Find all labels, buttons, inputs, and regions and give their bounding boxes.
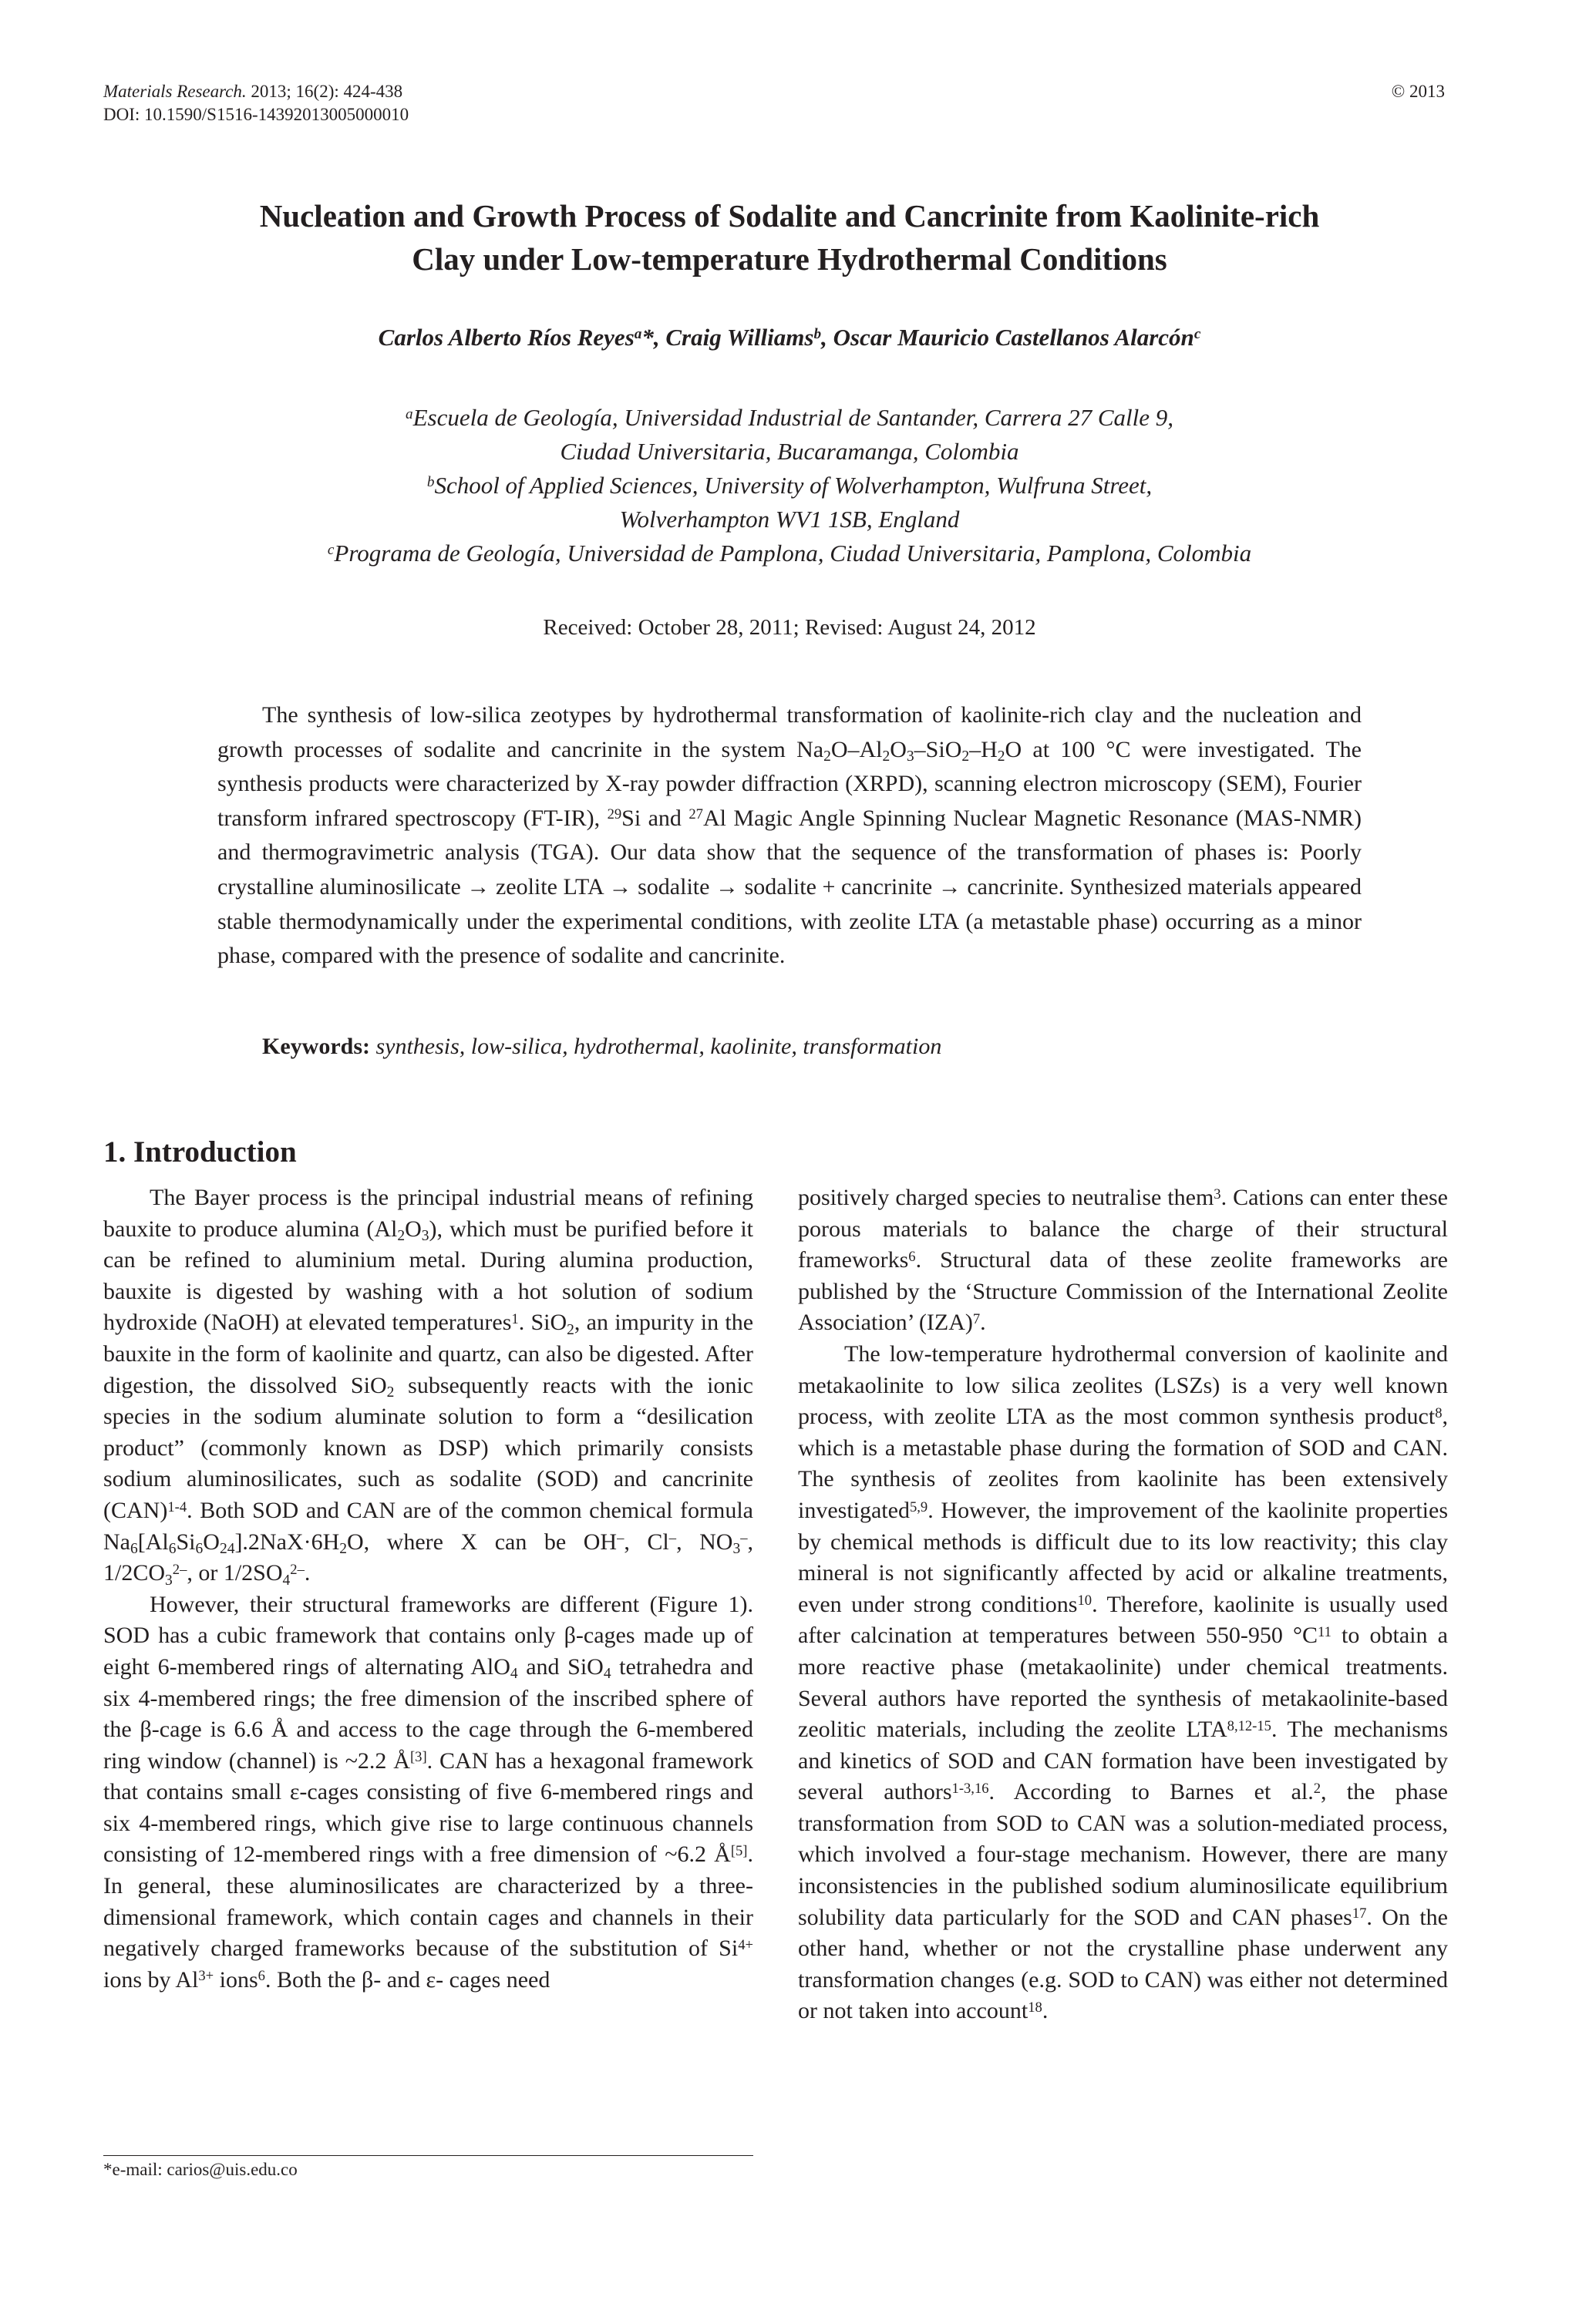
author-name: Craig Williams — [665, 324, 814, 351]
citation-ref[interactable]: 5,9 — [909, 1498, 928, 1515]
affiliation-a-cont: Ciudad Universitaria, Bucaramanga, Colombia — [560, 438, 1019, 465]
citation-ref[interactable]: 7 — [972, 1311, 981, 1328]
citation-ref[interactable]: 1-4 — [167, 1498, 187, 1515]
affiliations — [77, 401, 1502, 570]
citation-ref[interactable]: 6 — [908, 1248, 916, 1265]
affiliation-a: $^a$Escuela de Geología, Universidad Industrial de Santander, Carrera 27 Calle 9, — [405, 404, 1174, 431]
citation-ref[interactable]: 3 — [1214, 1186, 1221, 1202]
corresponding-author-footnote[interactable]: *e-mail: carios@uis.edu.co — [103, 2160, 298, 2179]
paragraph: The Bayer process is the principal industrial means of refining bauxite to produce alumina $(Al_2O_3)$, which must be purified before it can be refined to aluminium metal. During alumina production, bauxite is digested by washing with a hot solution of sodium hydroxide (NaOH) at elevated temperatures$^1$. SiO$_2$, an impurity in the bauxite in the form of kaolinite and quartz, can also be digested. After digestion, the dissolved SiO$_2$ subsequently reacts with the ionic species in the sodium aluminate solution to form a “desilication product” (commonly known as DSP) which primarily consists sodium aluminosilicates, such as sodalite (SOD) and cancrinite (CAN)$^{1-4}$. Both SOD and CAN are of the common chemical formula $Na_6[Al_6Si_6O_{24}].2NaX\cdot 6H_2O$, where X can be OH–, Cl–, $NO_3^-$, $1/2CO_3^{2-}$, or $1/2SO_4^{2-}$. — [103, 1185, 754, 1589]
received-dates: Received: October 28, 2011; Revised: August 24, 2012 — [543, 615, 1036, 640]
citation-ref[interactable]: 2 — [1313, 1780, 1321, 1797]
citation-ref[interactable]: 10 — [1077, 1592, 1093, 1609]
citation-ref[interactable]: 1 — [511, 1311, 519, 1328]
title-line-2: Clay under Low-temperature Hydrothermal Conditions — [412, 241, 1167, 277]
keywords — [262, 1031, 1357, 1062]
citation-ref[interactable]: 18 — [1028, 1999, 1042, 2016]
paragraph: positively charged species to neutralise them$^3$. Cations can enter these porous materials to balance the charge of their structural frameworks$^6$. Structural data of these zeolite frameworks are published by the ‘Structure Commission of the International Zeolite Association’ (IZA)$^7$. — [798, 1185, 1448, 1336]
author-separator: *, — [641, 324, 666, 351]
author-name: Carlos Alberto Ríos Reyes — [378, 324, 635, 351]
citation-ref[interactable]: 1-3,16 — [951, 1780, 989, 1797]
author-affiliation-mark: a — [634, 326, 642, 343]
citation-ref[interactable]: 17 — [1352, 1905, 1367, 1922]
keywords-list: synthesis, low-silica, hydrothermal, kaolinite, transformation — [369, 1034, 942, 1059]
citation-ref[interactable]: 11 — [1317, 1623, 1332, 1640]
affiliation-c: $^c$Programa de Geología, Universidad de Pamplona, Ciudad Universitaria, Pamplona, Colombia — [327, 540, 1252, 567]
author-separator: , — [821, 324, 833, 351]
author-list — [77, 322, 1502, 353]
citation-ref[interactable]: [3] — [409, 1749, 427, 1766]
doi[interactable]: DOI: 10.1590/S1516-14392013005000010 — [103, 105, 409, 124]
journal-name: Materials Research. — [103, 82, 247, 101]
journal-citation — [103, 80, 402, 103]
affiliation-b-cont: Wolverhampton WV1 1SB, England — [619, 506, 960, 533]
paper-title — [123, 194, 1456, 281]
affiliation-b: $^b$School of Applied Sciences, University of Wolverhampton, Wulfruna Street, — [426, 472, 1153, 499]
citation-ref[interactable]: 8 — [1435, 1404, 1443, 1421]
copyright: © 2013 — [1391, 82, 1445, 101]
author-affiliation-mark: b — [813, 326, 822, 343]
title-line-1: Nucleation and Growth Process of Sodalite and Cancrinite from Kaolinite-rich — [259, 198, 1320, 234]
keywords-label: Keywords: — [262, 1034, 370, 1059]
author-affiliation-mark: c — [1194, 326, 1201, 343]
abstract: The synthesis of low-silica zeotypes by hydrothermal transformation of kaolinite-rich clay and the nucleation and growth processes of sodalite and cancrinite in the system $Na_2O-Al_2O_3-SiO_2-H_2O$ at 100 °C were investigated. The synthesis products were characterized by X-ray powder diffraction (XRPD), scanning electron microscopy (SEM), Fourier transform infrared spectroscopy (FT-IR), $^{29}$Si and $^{27}$Al Magic Angle Spinning Nuclear Magnetic Resonance (MAS-NMR) and thermogravimetric analysis (TGA). Our data show that the sequence of the transformation of phases is: Poorly crystalline aluminosilicate → zeolite LTA → sodalite → sodalite + cancrinite → cancrinite. Synthesized materials appeared stable thermodynamically under the experimental conditions, with zeolite LTA (a metastable phase) occurring as a minor phase, compared with the presence of sodalite and cancrinite. — [217, 702, 1362, 969]
footnote-divider — [103, 2155, 753, 2156]
citation-ref[interactable]: 8,12-15 — [1227, 1717, 1271, 1734]
citation-ref[interactable]: 6 — [258, 1968, 265, 1985]
body-column-right — [798, 1182, 1448, 2027]
citation-details: 2013; 16(2): 424-438 — [246, 82, 403, 101]
paragraph: However, their structural frameworks are different (Figure 1). SOD has a cubic framework that contains only β-cages made up of eight 6-membered rings of alternating AlO$_4$ and SiO$_4$ tetrahedra and six 4-membered rings; the free dimension of the inscribed sphere of the β-cage is 6.6 Å and access to the cage through the 6-membered ring window (channel) is ~2.2 Å[3]. CAN has a hexagonal framework that contains small ε-cages consisting of five 6-membered rings and six 4-membered rings, which give rise to large continuous channels consisting of 12-membered rings with a free dimension of ~6.2 Å[5]. In general, these aluminosilicates are characterized by a three-dimensional framework, which contain cages and channels in their negatively charged frameworks because of the substitution of $Si^{4+}$ ions by $Al^{3+}$ ions$^6$. Both the β- and ε- cages need — [103, 1591, 754, 1993]
author-name: Oscar Mauricio Castellanos Alarcón — [833, 324, 1194, 351]
body-column-left — [103, 1182, 753, 1996]
section-heading: 1. Introduction — [103, 1135, 297, 1169]
citation-ref[interactable]: [5] — [730, 1843, 748, 1860]
paragraph: The low-temperature hydrothermal conversion of kaolinite and metakaolinite to low silica zeolites (LSZs) is a very well known process, with zeolite LTA as the most common synthesis product$^8$, which is a metastable phase during the formation of SOD and CAN. The synthesis of zeolites from kaolinite has been extensively investigated$^{5,9}$. However, the improvement of the kaolinite properties by chemical methods is difficult due to its low reactivity; this clay mineral is not significantly affected by acid or alkaline treatments, even under strong conditions$^{10}$. Therefore, kaolinite is usually used after calcination at temperatures between 550-950 $^\circ C^{11}$ to obtain a more reactive phase (metakaolinite) under chemical treatments. Several authors have reported the synthesis of metakaolinite-based zeolitic materials, including the zeolite LTA$^{8,12-15}$. The mechanisms and kinetics of SOD and CAN formation have been investigated by several authors$^{1-3,16}$. According to Barnes et al.$^2$, the phase transformation from SOD to CAN was a solution-mediated process, which involved a four-stage mechanism. However, there are many inconsistencies in the published sodium aluminosilicate equilibrium solubility data particularly for the SOD and CAN phases$^{17}$. On the other hand, whether or not the crystalline phase underwent any transformation changes (e.g. SOD to CAN) was either not determined or not taken into account$^{18}$. — [798, 1340, 1448, 2024]
